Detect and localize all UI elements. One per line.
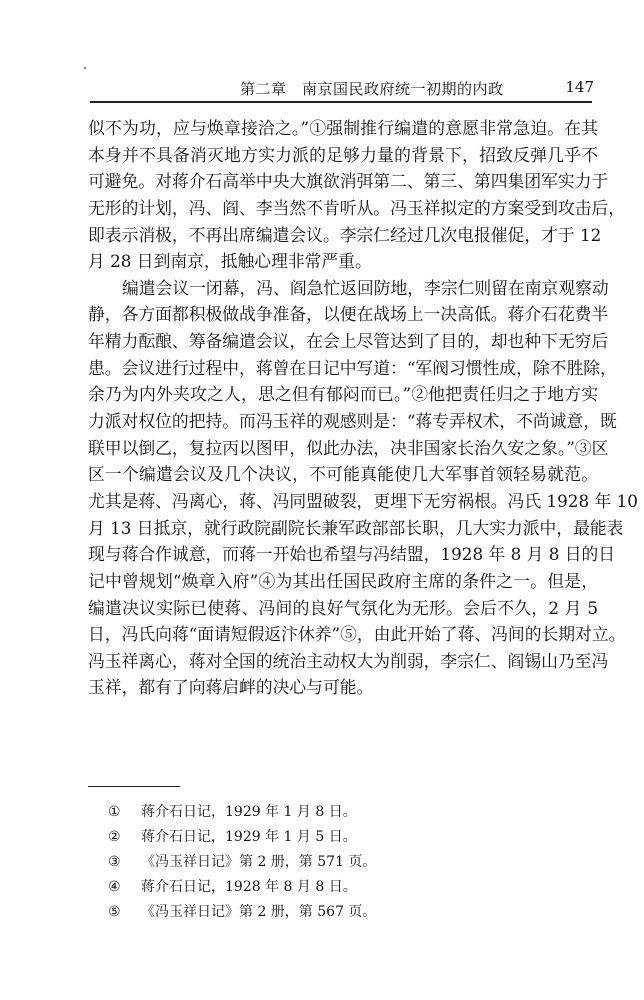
footnote-text: 《冯玉祥日记》第 2 册，第 567 页。 [141, 904, 377, 920]
footnote-mark: ⑤ [108, 904, 121, 920]
text-line: 无形的计划，冯、阎、李当然不肯听从。冯玉祥拟定的方案受到攻击后， [88, 197, 626, 218]
page-number: 147 [565, 78, 594, 96]
text-line: 月 13 日抵京，就行政院副院长兼军政部部长职，几大实力派中，最能表 [88, 517, 624, 538]
text-line: 力派对权位的把持。而冯玉祥的观感则是：“蒋专弄权术，不尚诚意，既 [88, 411, 617, 432]
footnote-mark: ① [108, 804, 121, 820]
text-line: 患。会议进行过程中，蒋曾在日记中写道：“军阀习惯性成，除不胜除， [88, 357, 617, 378]
text-line: 年精力酝酿、筹备编遣会议，在会上尽管达到了目的，却也种下无穷后 [88, 331, 609, 352]
text-line: 日，冯氏向蒋“面请短假返汴休养”⑤，由此开始了蒋、冯间的长期对立。 [88, 624, 626, 645]
footnote-text: 《冯玉祥日记》第 2 册，第 571 页。 [141, 854, 377, 870]
footnote-text: 蒋介石日记，1929 年 1 月 5 日。 [141, 829, 357, 845]
footnote [108, 850, 528, 875]
text-line: 区一个编遣会议及几个决议，不可能真能使几大军事首领轻易就范。 [88, 464, 598, 485]
footnote [108, 900, 528, 925]
footnote [108, 875, 528, 900]
text-line: 编遣决议实际已使蒋、冯间的良好气氛化为无形。会后不久，2 月 5 [88, 597, 598, 618]
footnote-mark: ③ [108, 854, 121, 870]
header-rule [90, 101, 592, 103]
footnote-text: 蒋介石日记，1929 年 1 月 8 日。 [141, 804, 357, 820]
footnote-text: 蒋介石日记，1928 年 8 月 8 日。 [141, 879, 357, 895]
text-line: 静，各方面都积极做战争准备，以便在战场上一决高低。蒋介石花费半 [88, 304, 609, 325]
text-line: 即表示消极，不再出席编遣会议。李宗仁经过几次电报催促，才于 12 [88, 224, 602, 245]
footnote-mark: ② [108, 829, 121, 845]
paragraph-start-line: 编遣会议一闭幕，冯、阎急忙返回防地，李宗仁则留在南京观察动 [122, 277, 609, 298]
body-text [88, 115, 638, 701]
running-header [90, 74, 594, 102]
text-line: 本身并不具备消灭地方实力派的足够力量的背景下，招致反弹几乎不 [88, 144, 598, 165]
footnote-rule [88, 786, 180, 787]
text-line: 冯玉祥离心，蒋对全国的统治主动权大为削弱，李宗仁、阎锡山乃至冯 [88, 650, 609, 671]
text-line: 尤其是蒋、冯离心，蒋、冯同盟破裂，更埋下无穷祸根。冯氏 1928 年 10 [88, 490, 638, 511]
text-line: 联甲以倒乙，复拉丙以图甲，似此办法，决非国家长治久安之象。”③区 [88, 437, 609, 458]
text-line: 记中曾规划“焕章入府”④为其出任国民政府主席的条件之一。但是， [88, 570, 598, 591]
scan-speck [84, 67, 86, 69]
text-line: 月 28 日到南京，抵触心理非常严重。 [88, 251, 372, 272]
text-line: 现与蒋合作诚意，而蒋一开始也希望与冯结盟，1928 年 8 月 8 日的日 [88, 544, 616, 565]
text-line: 似不为功，应与焕章接洽之。”①强制推行编遣的意愿非常急迫。在其 [88, 118, 598, 138]
text-line: 可避免。对蒋介石高举中央大旗欲消弭第二、第三、第四集团军实力于 [88, 171, 609, 192]
chapter-title: 第二章 南京国民政府统一初期的内政 [240, 80, 504, 98]
footnote [108, 825, 528, 850]
footnote-mark: ④ [108, 879, 121, 895]
text-line: 玉祥，都有了向蒋启衅的决心与可能。 [88, 677, 374, 698]
text-line: 余乃为内外夹攻之人，思之但有郁闷而已。”②他把责任归之于地方实 [88, 384, 598, 405]
footnote [108, 800, 528, 825]
footnotes [108, 800, 528, 925]
